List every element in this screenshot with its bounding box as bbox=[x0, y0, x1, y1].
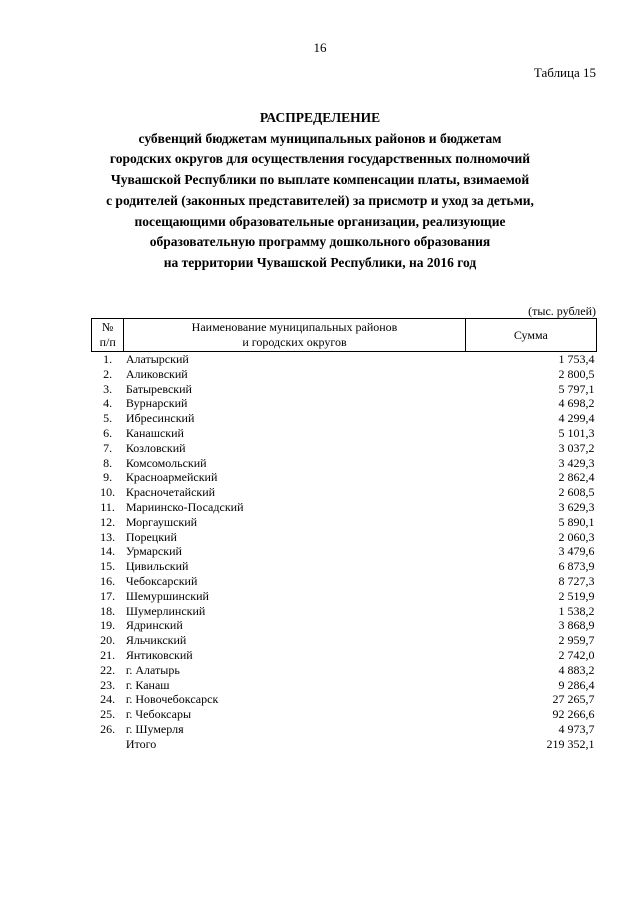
row-sum: 4 883,2 bbox=[558, 662, 595, 677]
row-sum: 5 101,3 bbox=[558, 425, 595, 440]
table-row bbox=[92, 382, 597, 397]
total-sum: 219 352,1 bbox=[546, 736, 595, 751]
row-sum: 5 797,1 bbox=[558, 381, 595, 396]
table-row bbox=[92, 352, 597, 367]
row-sum: 2 742,0 bbox=[558, 647, 595, 662]
row-name: Урмарский bbox=[125, 544, 182, 559]
row-name: Порецкий bbox=[125, 529, 177, 544]
row-sum: 3 629,3 bbox=[558, 499, 595, 514]
row-number: 25. bbox=[100, 707, 116, 722]
row-number: 8. bbox=[103, 455, 113, 470]
row-sum: 2 959,7 bbox=[558, 633, 595, 648]
row-sum: 2 060,3 bbox=[558, 529, 595, 544]
table-row bbox=[92, 544, 597, 559]
title-line: Чувашской Республики по выплате компенсации платы, взимаемой bbox=[110, 172, 530, 188]
table-row bbox=[92, 426, 597, 441]
page-number: 16 bbox=[313, 40, 327, 55]
row-sum: 4 299,4 bbox=[558, 411, 595, 426]
row-name: Комсомольский bbox=[125, 455, 207, 470]
table-header-row bbox=[92, 319, 597, 352]
row-name: Яльчикский bbox=[125, 633, 187, 648]
row-number: 4. bbox=[103, 396, 113, 411]
distribution-table bbox=[91, 318, 597, 752]
row-name: Янтиковский bbox=[125, 647, 193, 662]
header-number bbox=[92, 319, 124, 352]
title-line: с родителей (законных представителей) за присмотр и уход за детьми, bbox=[106, 192, 534, 208]
row-sum: 3 868,9 bbox=[558, 618, 595, 633]
row-number: 10. bbox=[100, 485, 116, 500]
title-line: на территории Чувашской Республики, на 2016 год bbox=[163, 254, 477, 270]
row-sum: 2 800,5 bbox=[558, 366, 595, 381]
row-name: Красночетайский bbox=[125, 485, 216, 500]
row-sum: 2 862,4 bbox=[558, 470, 595, 485]
table-row bbox=[92, 574, 597, 589]
row-name: Аликовский bbox=[125, 366, 188, 381]
row-sum: 4 698,2 bbox=[558, 396, 595, 411]
row-number: 2. bbox=[103, 366, 113, 381]
header-sum: Сумма bbox=[465, 319, 596, 352]
row-number: 11. bbox=[100, 499, 115, 514]
header-number-line2: п/п bbox=[99, 335, 116, 349]
table-row bbox=[92, 692, 597, 707]
table-row bbox=[92, 559, 597, 574]
row-number: 3. bbox=[103, 381, 113, 396]
table-row bbox=[92, 678, 597, 693]
table-row bbox=[92, 470, 597, 485]
row-name: Моргаушский bbox=[125, 514, 198, 529]
table-row bbox=[92, 648, 597, 663]
row-number: 19. bbox=[100, 618, 116, 633]
row-name: г. Чебоксары bbox=[125, 707, 192, 722]
table-row bbox=[92, 663, 597, 678]
title-line: посещающими образовательные организации, реализующие bbox=[134, 213, 506, 229]
row-number: 17. bbox=[100, 588, 116, 603]
table-row bbox=[92, 500, 597, 515]
row-sum: 5 890,1 bbox=[558, 514, 595, 529]
row-sum: 1 538,2 bbox=[558, 603, 595, 618]
row-name: Ибресинский bbox=[125, 411, 195, 426]
title-heading: РАСПРЕДЕЛЕНИЕ bbox=[259, 110, 381, 125]
table-row bbox=[92, 485, 597, 500]
total-row bbox=[92, 737, 597, 752]
row-sum: 3 479,6 bbox=[558, 544, 595, 559]
header-number-line1: № bbox=[101, 320, 114, 334]
table-row bbox=[92, 707, 597, 722]
row-sum: 27 265,7 bbox=[552, 692, 595, 707]
row-name: г. Алатырь bbox=[125, 662, 180, 677]
row-number: 15. bbox=[100, 559, 116, 574]
row-name: Цивильский bbox=[125, 559, 189, 574]
header-name-line1: Наименование муниципальных районов bbox=[191, 320, 398, 334]
row-sum: 6 873,9 bbox=[558, 559, 595, 574]
table-row bbox=[92, 604, 597, 619]
row-sum: 8 727,3 bbox=[558, 573, 595, 588]
table-row bbox=[92, 456, 597, 471]
table-row bbox=[92, 618, 597, 633]
title-line: образовательную программу дошкольного образования bbox=[149, 234, 491, 250]
row-number: 6. bbox=[103, 425, 113, 440]
table-row bbox=[92, 396, 597, 411]
table-row bbox=[92, 367, 597, 382]
row-name: Мариинско-Посадский bbox=[125, 499, 244, 514]
row-name: Канашский bbox=[125, 425, 184, 440]
row-number: 12. bbox=[100, 514, 116, 529]
row-number: 16. bbox=[100, 573, 116, 588]
table-row bbox=[92, 515, 597, 530]
row-sum: 4 973,7 bbox=[558, 721, 595, 736]
table-body bbox=[92, 352, 597, 752]
row-sum: 3 429,3 bbox=[558, 455, 595, 470]
row-number: 1. bbox=[103, 352, 113, 366]
row-number: 14. bbox=[100, 544, 116, 559]
row-name: Шемуршинский bbox=[125, 588, 209, 603]
row-name: Батыревский bbox=[125, 381, 192, 396]
row-number: 20. bbox=[100, 633, 116, 648]
row-number: 9. bbox=[103, 470, 113, 485]
table-row bbox=[92, 589, 597, 604]
total-label: Итого bbox=[125, 736, 157, 751]
row-sum: 2 608,5 bbox=[558, 485, 595, 500]
table-row bbox=[92, 411, 597, 426]
row-sum: 2 519,9 bbox=[558, 588, 595, 603]
title-line: субвенций бюджетам муниципальных районов и бюджетам bbox=[138, 130, 502, 146]
units-label: (тыс. рублей) bbox=[528, 304, 596, 318]
row-sum: 1 753,4 bbox=[558, 352, 595, 366]
table-row bbox=[92, 530, 597, 545]
row-name: Вурнарский bbox=[125, 396, 188, 411]
header-name-line2: и городских округов bbox=[242, 335, 347, 349]
row-name: Козловский bbox=[125, 440, 186, 455]
row-number: 18. bbox=[100, 603, 116, 618]
row-number: 13. bbox=[100, 529, 116, 544]
total-number-cell bbox=[92, 737, 124, 752]
table-row bbox=[92, 633, 597, 648]
table-row bbox=[92, 441, 597, 456]
row-name: г. Канаш bbox=[125, 677, 170, 692]
row-name: Чебоксарский bbox=[125, 573, 198, 588]
row-name: г. Шумерля bbox=[125, 721, 184, 736]
row-number: 26. bbox=[100, 721, 116, 736]
row-number: 21. bbox=[100, 647, 116, 662]
title-line: городских округов для осуществления государственных полномочий bbox=[109, 151, 531, 167]
table-label: Таблица 15 bbox=[533, 65, 596, 80]
row-number: 23. bbox=[100, 677, 116, 692]
row-sum: 9 286,4 bbox=[558, 677, 595, 692]
table-row bbox=[92, 722, 597, 737]
row-name: Красноармейский bbox=[125, 470, 218, 485]
row-name: Шумерлинский bbox=[125, 603, 206, 618]
row-name: Алатырский bbox=[125, 352, 189, 366]
row-name: г. Новочебоксарск bbox=[125, 692, 219, 707]
row-name: Ядринский bbox=[125, 618, 183, 633]
document-title bbox=[60, 108, 580, 274]
row-sum: 3 037,2 bbox=[558, 440, 595, 455]
row-sum: 92 266,6 bbox=[552, 707, 595, 722]
row-number: 22. bbox=[100, 662, 116, 677]
row-number: 24. bbox=[100, 692, 116, 707]
row-number: 7. bbox=[103, 440, 113, 455]
header-name bbox=[124, 319, 465, 352]
row-number: 5. bbox=[103, 411, 113, 426]
